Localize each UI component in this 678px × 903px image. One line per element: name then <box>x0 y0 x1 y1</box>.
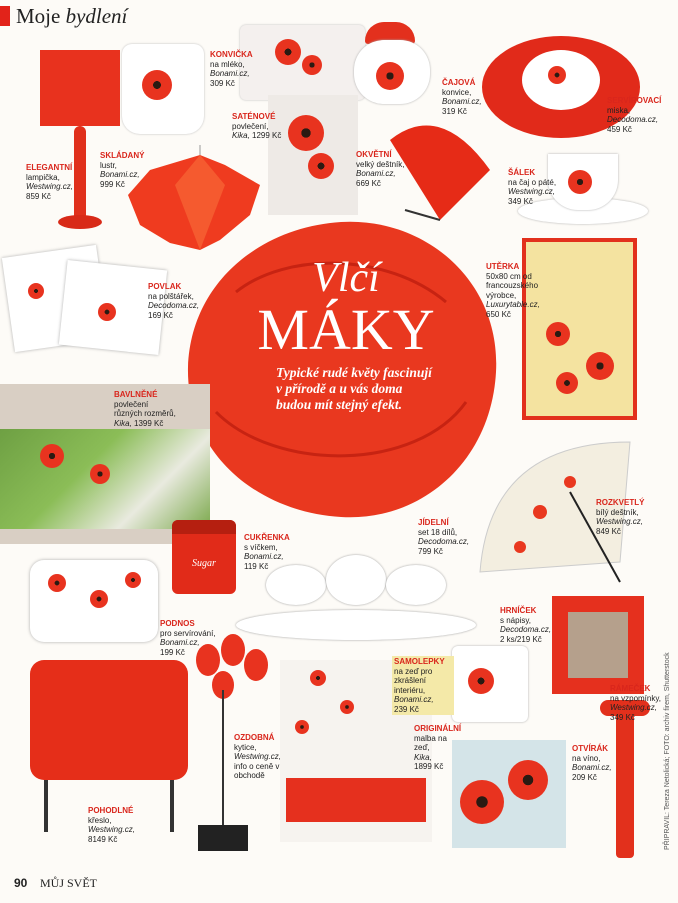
page-number: 90 <box>14 876 28 890</box>
teapot-image <box>340 22 450 106</box>
caption-povlak: POVLAK na polštářek, Decodoma.cz, 169 Kč <box>148 282 200 320</box>
caption-podnos: PODNOS pro servírování, Bonami.cz, 199 Kč <box>160 619 216 657</box>
feature-subtitle: Typické rudé květy fascinují v přírodě a u vás doma budou mít stejný efekt. <box>276 365 432 412</box>
caption-saten: SATÉNOVÉ povlečení, Kika, 1299 Kč <box>232 112 282 140</box>
magazine-name: MŮJ SVĚT <box>40 876 98 890</box>
caption-hrnicek: HRNÍČEK s nápisy, Decodoma.cz, 2 ks/219 Kč <box>500 606 552 644</box>
caption-samolepky: SAMOLEPKY na zeď pro zkrášlení interiéru, Bonami.cz, 239 Kč <box>392 656 454 715</box>
caption-skladany: SKLÁDANÝ lustr, Bonami.cz, 999 Kč <box>100 151 145 189</box>
caption-bavlnene: BAVLNĚNÉ povlečení různých rozměrů, Kika, 1399 Kč <box>114 390 176 428</box>
section-label-italic: bydlení <box>65 4 128 28</box>
caption-pohodlne: POHODLNÉ křeslo, Westwing.cz, 8149 Kč <box>88 806 135 844</box>
caption-cajova: ČAJOVÁ konvice, Bonami.cz, 319 Kč <box>442 78 482 116</box>
feature-title-line2: MÁKY <box>257 297 435 362</box>
caption-okvetni: OKVĚTNÍ velký deštník, Bonami.cz, 669 Kč <box>356 150 405 188</box>
tray-image <box>30 560 158 642</box>
caption-rozkvetly: ROZKVETLÝ bílý deštník, Westwing.cz, 849 Kč <box>596 498 645 536</box>
feature-title-line1: Vlčí <box>312 255 380 301</box>
pillows-image <box>8 243 168 353</box>
section-header <box>16 4 127 29</box>
caption-cukrenka: CUKŘENKA s víčkem, Bonami.cz, 119 Kč <box>244 533 290 571</box>
caption-otvirak: OTVÍRÁK na víno, Bonami.cz, 209 Kč <box>572 744 612 782</box>
feature-title <box>246 256 446 360</box>
photo-frame-image <box>552 596 644 694</box>
section-label: Moje <box>16 4 61 28</box>
section-marker <box>0 6 10 26</box>
caption-originalni: ORIGINÁLNÍ malba na zeď, Kika, 1899 Kč <box>414 724 462 771</box>
wall-painting-image <box>452 740 566 848</box>
milk-jug-image <box>122 44 204 134</box>
caption-servirovaci: SERVÍROVACÍ miska, Decodoma.cz, 459 Kč <box>607 96 662 134</box>
caption-salek: ŠÁLEK na čaj o páté, Westwing.cz, 349 Kč <box>508 168 557 206</box>
sugar-jar-image <box>172 520 236 594</box>
caption-ramecek: RÁMEČEK na vzpomínky, Westwing.cz, 349 Kč <box>610 684 661 722</box>
mug-image <box>452 646 528 722</box>
caption-konvicka: KONVIČKA na mléko, Bonami.cz, 309 Kč <box>210 50 253 88</box>
lamp-image <box>40 50 120 235</box>
caption-ozdobna: OZDOBNÁ kytice, Westwing.cz, info o ceně v obchodě <box>234 733 281 780</box>
photo-credit: PŘIPRAVIL: Tereza Netolická; FOTO: archiv firem, Shutterstock <box>664 652 671 850</box>
caption-jidelni: JÍDELNÍ set 18 dílů, Decodoma.cz, 799 Kč <box>418 518 470 556</box>
sugar-label: Sugar <box>192 558 216 569</box>
caption-uterka: UTĚRKA 50x80 cm od francouzského výrobce, Luxurytable.cz, 650 Kč <box>486 262 540 319</box>
caption-elegantni: ELEGANTNÍ lampička, Westwing.cz, 859 Kč <box>26 163 73 201</box>
